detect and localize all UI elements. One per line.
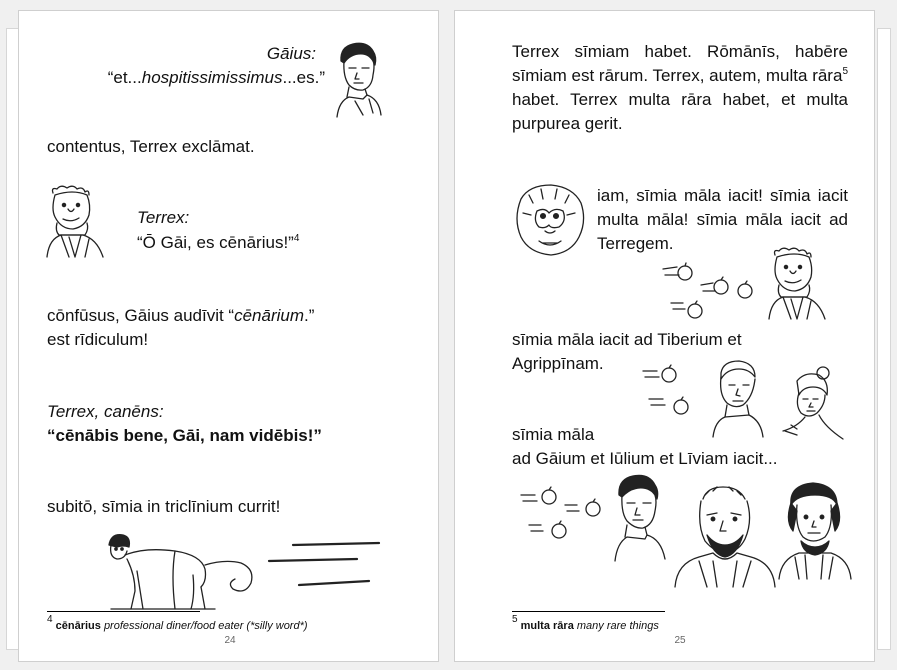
- apples-thrown-icon: [641, 365, 701, 417]
- speaker-terrex-canens: Terrex, canēns:: [47, 402, 164, 421]
- footnote-5: $^5$ multa rāra many rare things: [512, 614, 659, 632]
- speaker-gaius: Gāius:: [266, 44, 316, 63]
- monkey-walking-icon: [105, 525, 255, 611]
- paragraph-ad-gaium: ad Gāium et Iūlium et Līviam iacit...: [512, 449, 778, 468]
- gaius-portrait-icon: [335, 41, 385, 117]
- page-24: [18, 10, 439, 662]
- narration-subito: subitō, sīmia in triclīnium currit!: [47, 497, 281, 516]
- paragraph-rarum: Terrex sīmiam habet. Rōmānīs, habēre sīmiam est rārum. Terrex, autem, multa rāra$^5$ habet. Terrex multa rāra habet, et multa purpurea gerit.: [512, 42, 848, 133]
- narration-contentus: contentus, Terrex exclāmat.: [47, 137, 255, 156]
- agrippina-portrait-icon: [777, 365, 847, 443]
- terrex-line-cenarius: “Ō Gāi, es cēnārius!”$^4$: [137, 233, 300, 252]
- paragraph-tiberium: sīmia māla iacit ad Tiberium et: [512, 330, 742, 349]
- terrex-portrait-icon: [767, 247, 843, 321]
- page-25: [454, 10, 875, 662]
- narration-confusus: cōnfūsus, Gāius audīvit “cēnārium.”: [47, 306, 315, 325]
- speed-lines-icon: [265, 541, 385, 591]
- terrex-song: “cēnābis bene, Gāi, nam vidēbis!”: [47, 426, 322, 445]
- gaius-line: “et...hospitissimissimus...es.”: [107, 68, 325, 87]
- footnote-ref-4[interactable]: 4: [293, 233, 300, 244]
- paragraph-agrippinam: Agrippīnam.: [512, 354, 604, 373]
- footnote-rule: [512, 611, 665, 612]
- page-number-24: 24: [224, 635, 236, 646]
- footnote-4: $^4$ cēnārius professional diner/food eater (*silly word*): [47, 614, 308, 632]
- apples-thrown-icon: [519, 485, 611, 541]
- tiberius-portrait-icon: [709, 359, 767, 437]
- monkey-face-icon: [511, 181, 587, 257]
- narration-ridiculum: est rīdiculum!: [47, 330, 149, 349]
- speaker-terrex: Terrex:: [137, 208, 190, 227]
- footnote-ref-5[interactable]: 5: [842, 66, 848, 77]
- gaius-portrait-icon: [613, 473, 669, 561]
- apples-thrown-icon: [661, 263, 753, 321]
- terrex-portrait-icon: [45, 185, 121, 259]
- footnote-rule: [47, 611, 200, 612]
- paragraph-simia-mala: sīmia māla: [512, 425, 595, 444]
- paragraph-iacit: iam, sīmia māla iacit! sīmia iacit multa māla! sīmia māla iacit ad Terregem.: [597, 186, 848, 253]
- page-number-25: 25: [674, 635, 686, 646]
- next-page-edge-right: [877, 28, 891, 650]
- iulius-portrait-icon: [673, 481, 777, 587]
- livia-portrait-icon: [775, 481, 855, 581]
